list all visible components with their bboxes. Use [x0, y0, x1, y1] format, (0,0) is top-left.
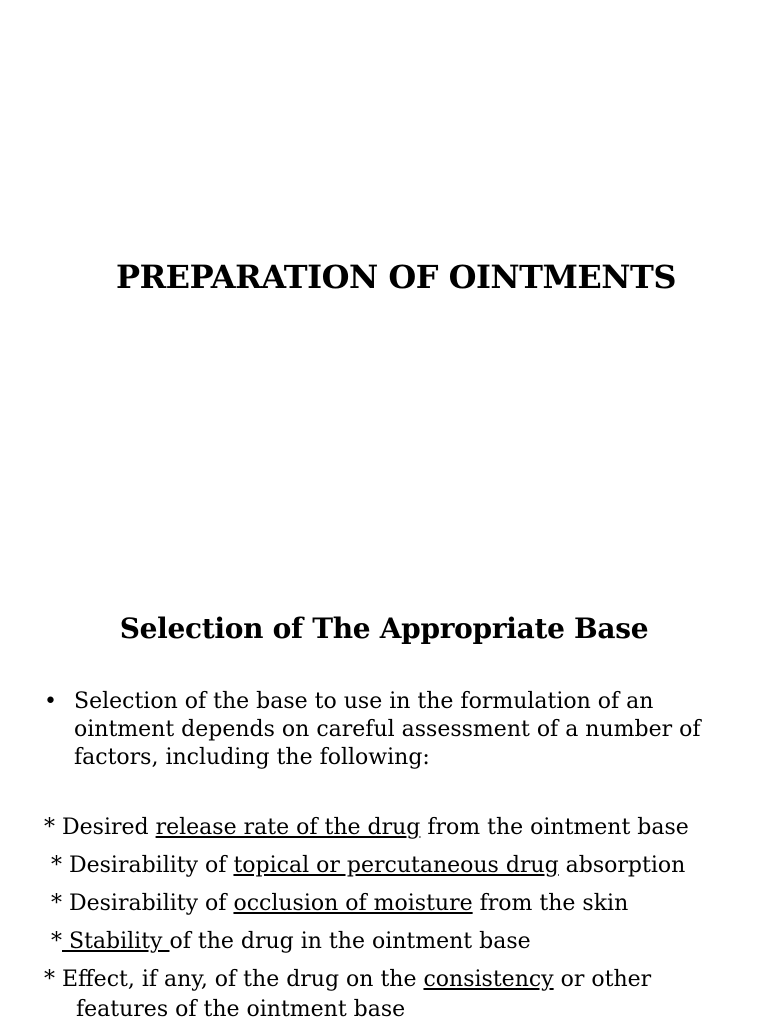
factor-occlusion	[44, 890, 628, 918]
factor-prefix: *	[44, 929, 62, 954]
factor-suffix: from the ointment base	[420, 815, 689, 840]
factor-underlined: consistency	[423, 967, 554, 992]
factor-suffix: of the drug in the ointment base	[169, 929, 531, 954]
factor-release-rate	[44, 814, 689, 842]
factor-underlined: occlusion of moisture	[233, 891, 473, 916]
section-heading: Selection of The Appropriate Base	[119, 612, 649, 645]
page-title: PREPARATION OF OINTMENTS	[116, 258, 676, 296]
factor-stability	[44, 928, 531, 956]
factor-suffix: from the skin	[472, 891, 629, 916]
factor-prefix: * Desirability of	[44, 891, 234, 916]
intro-text: Selection of the base to use in the formulation of an ointment depends on careful assessment of a number of factors, including the following:	[74, 689, 701, 770]
intro-bullet	[44, 688, 734, 772]
factor-suffix: absorption	[558, 853, 686, 878]
factor-underlined: topical or percutaneous drug	[233, 853, 559, 878]
factor-underlined: Stability	[62, 929, 170, 954]
factor-suffix: or other	[553, 967, 652, 992]
factor-absorption	[44, 852, 685, 880]
factor-prefix: * Desired	[44, 815, 156, 840]
factor-consistency-continuation: features of the ointment base	[76, 997, 406, 1022]
factor-prefix: * Effect, if any, of the drug on the	[44, 967, 424, 992]
factor-consistency	[44, 966, 651, 994]
factor-prefix: * Desirability of	[44, 853, 234, 878]
bullet-marker: •	[44, 689, 57, 714]
factor-underlined: release rate of the drug	[155, 815, 421, 840]
